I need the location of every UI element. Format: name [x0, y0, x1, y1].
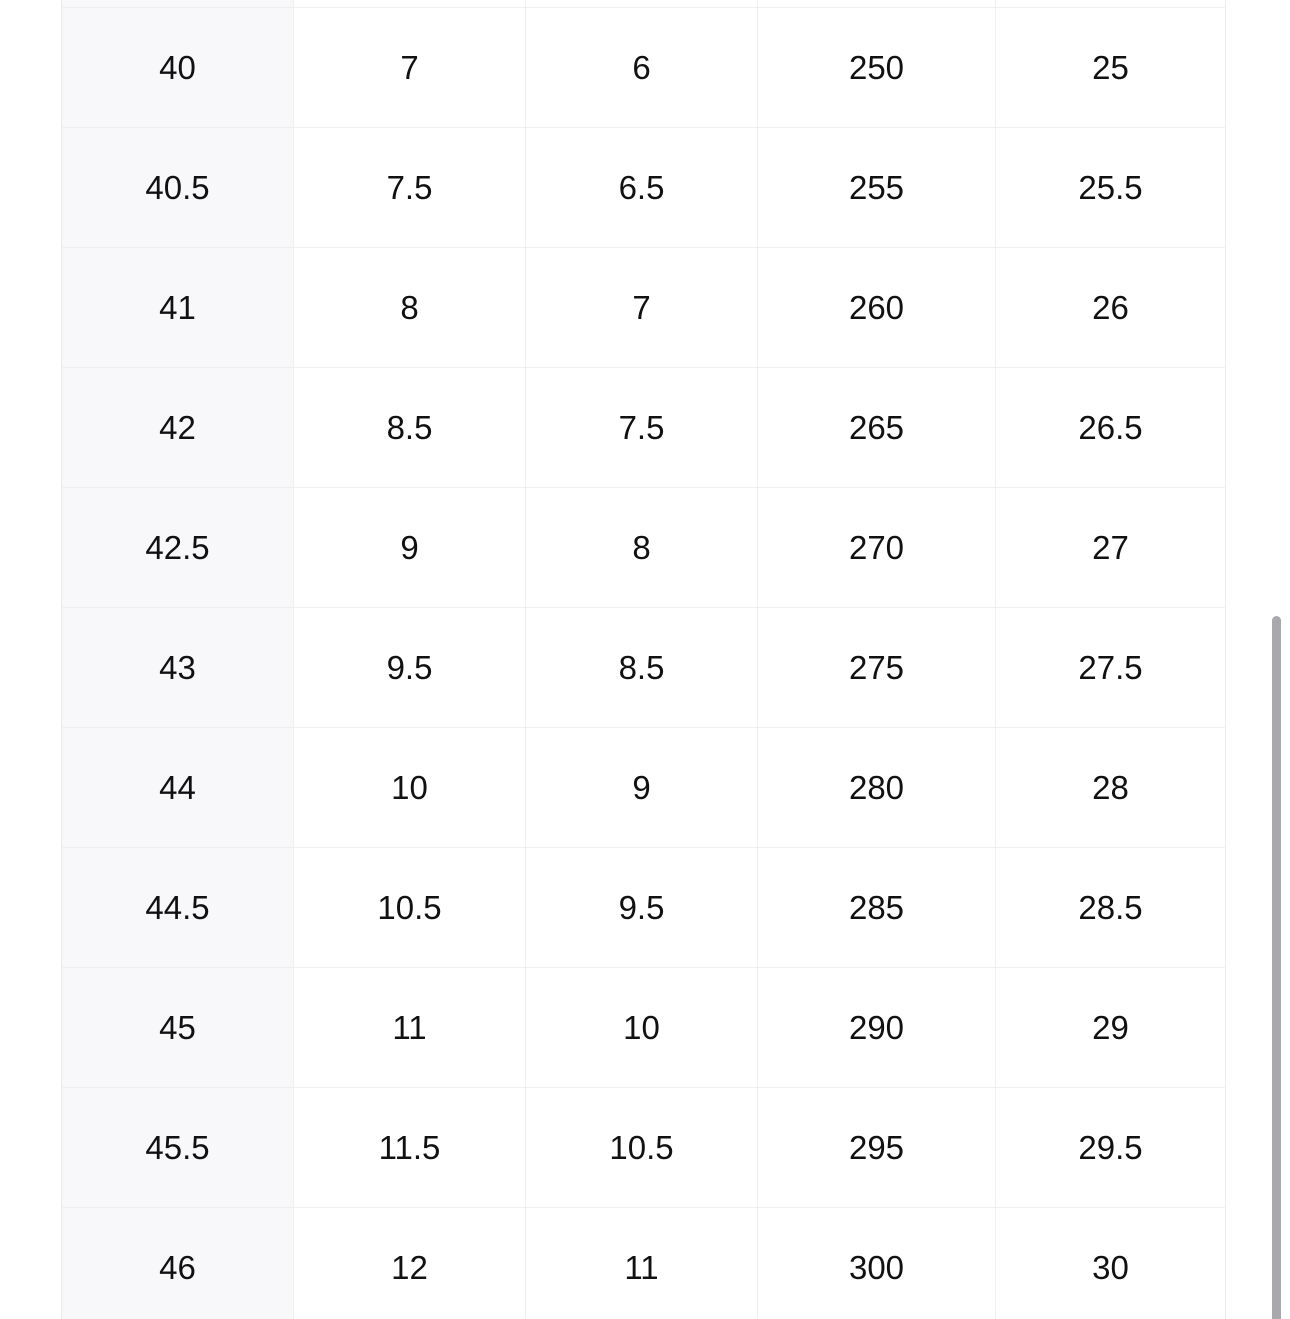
table-row	[62, 728, 1226, 848]
table-row	[62, 128, 1226, 248]
table-cell: 41	[62, 248, 294, 368]
table-cell: 7.5	[294, 128, 526, 248]
table-cell: 8	[294, 248, 526, 368]
table-cell: 27.5	[996, 608, 1226, 728]
size-table	[61, 0, 1226, 1319]
table-cell: 26	[996, 248, 1226, 368]
table-cell: 7.5	[526, 368, 758, 488]
table-cell: 28.5	[996, 848, 1226, 968]
table-cell: 285	[758, 848, 996, 968]
table-cell: 7	[294, 8, 526, 128]
table-cell: 46	[62, 1208, 294, 1319]
table-cell: 6	[526, 8, 758, 128]
table-cell: 255	[758, 128, 996, 248]
table-cell: 300	[758, 1208, 996, 1319]
table-cell: 6.5	[526, 128, 758, 248]
table-row	[62, 1208, 1226, 1319]
table-cell: 40	[62, 8, 294, 128]
table-cell: 275	[758, 608, 996, 728]
table-cell: 8	[526, 488, 758, 608]
vertical-scrollbar-thumb[interactable]	[1272, 616, 1281, 1319]
table-row	[62, 8, 1226, 128]
table-row	[62, 968, 1226, 1088]
table-cell: 8.5	[526, 608, 758, 728]
table-cell: 45	[62, 968, 294, 1088]
table-cell: 260	[758, 248, 996, 368]
table-cell	[62, 0, 294, 8]
table-row	[62, 848, 1226, 968]
table-cell: 10.5	[294, 848, 526, 968]
table-cell: 265	[758, 368, 996, 488]
table-cell: 9.5	[526, 848, 758, 968]
table-cell	[294, 0, 526, 8]
table-cell: 44	[62, 728, 294, 848]
table-cell: 26.5	[996, 368, 1226, 488]
table-cell: 250	[758, 8, 996, 128]
table-row	[62, 248, 1226, 368]
table-cell: 11	[294, 968, 526, 1088]
table-cell: 10.5	[526, 1088, 758, 1208]
table-cell: 9	[526, 728, 758, 848]
table-cell: 44.5	[62, 848, 294, 968]
table-cell: 270	[758, 488, 996, 608]
table-cell: 10	[294, 728, 526, 848]
table-cell: 29	[996, 968, 1226, 1088]
table-cell	[996, 0, 1226, 8]
table-row	[62, 1088, 1226, 1208]
table-cell: 43	[62, 608, 294, 728]
table-cell: 295	[758, 1088, 996, 1208]
table-cell: 45.5	[62, 1088, 294, 1208]
table-cell: 11	[526, 1208, 758, 1319]
table-cell: 10	[526, 968, 758, 1088]
table-cell	[758, 0, 996, 8]
table-cell	[526, 0, 758, 8]
table-cell: 30	[996, 1208, 1226, 1319]
table-cell: 12	[294, 1208, 526, 1319]
table-cell: 280	[758, 728, 996, 848]
table-cell: 27	[996, 488, 1226, 608]
table-cell: 28	[996, 728, 1226, 848]
table-cell: 42.5	[62, 488, 294, 608]
table-cell: 25.5	[996, 128, 1226, 248]
table-cell: 9.5	[294, 608, 526, 728]
table-row	[62, 0, 1226, 8]
table-cell: 40.5	[62, 128, 294, 248]
table-cell: 7	[526, 248, 758, 368]
table-cell: 8.5	[294, 368, 526, 488]
table-cell: 290	[758, 968, 996, 1088]
table-row	[62, 608, 1226, 728]
table-row	[62, 488, 1226, 608]
table-cell: 42	[62, 368, 294, 488]
table-row	[62, 368, 1226, 488]
table-cell: 29.5	[996, 1088, 1226, 1208]
table-cell: 9	[294, 488, 526, 608]
table-cell: 25	[996, 8, 1226, 128]
table-cell: 11.5	[294, 1088, 526, 1208]
